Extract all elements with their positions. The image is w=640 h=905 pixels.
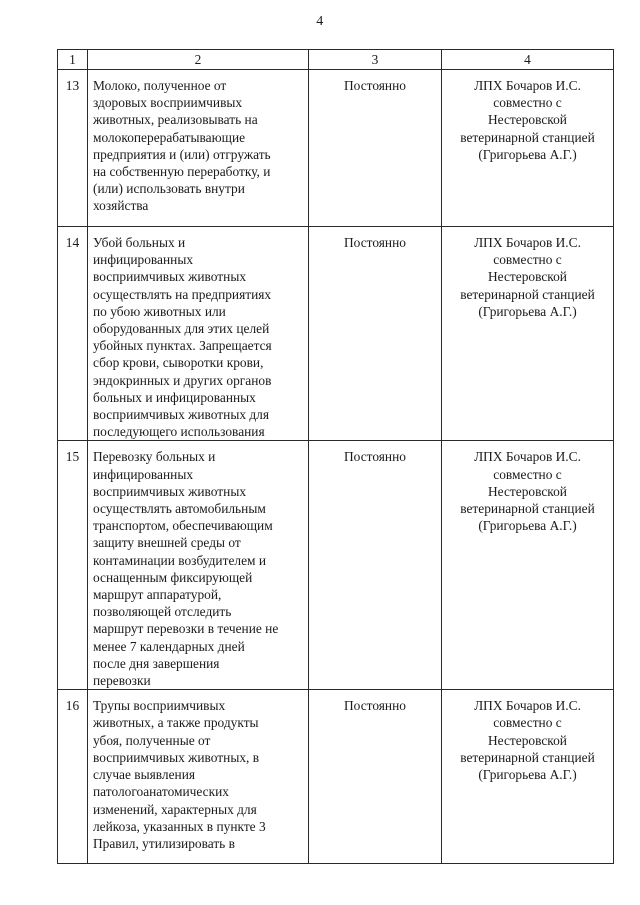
measure-line: оснащенным фиксирующей: [93, 569, 253, 585]
measure-line: здоровых восприимчивых: [93, 95, 243, 111]
responsible-line: Нестеровской: [488, 112, 567, 128]
measure-line: сбор крови, сыворотки крови,: [93, 355, 264, 371]
measure-line: Трупы восприимчивых: [93, 698, 226, 714]
measure-line: инфицированных: [93, 466, 194, 482]
measure-line: восприимчивых животных, в: [93, 749, 260, 765]
measure-line: осуществлять автомобильным: [93, 501, 266, 517]
measure-line: защиту внешней среды от: [93, 535, 241, 551]
measure-line: транспортом, обеспечивающим: [93, 518, 273, 534]
measure-line: контаминации возбудителем и: [93, 552, 266, 568]
measure-line: Молоко, полученное от: [93, 78, 227, 93]
measure-line: молокоперерабатывающие: [93, 129, 246, 145]
row-number: 14: [58, 227, 88, 441]
measure-line: восприимчивых животных: [93, 269, 247, 285]
measure-description: [88, 441, 309, 690]
measure-line: восприимчивых животных для: [93, 407, 270, 423]
measure-line: Перевозку больных и: [93, 449, 216, 465]
measure-line: по убою животных или: [93, 303, 226, 319]
measure-line: Убой больных и: [93, 235, 186, 250]
responsible-cell: [442, 690, 614, 864]
responsible-line: ветеринарной станцией: [460, 129, 595, 145]
table-row: [58, 690, 614, 864]
measure-line: убоя, полученные от: [93, 732, 211, 748]
column-header-period: 3: [309, 50, 442, 70]
measure-line: животных, реализовывать на: [93, 112, 258, 128]
responsible-cell: [442, 70, 614, 227]
responsible-cell: [442, 441, 614, 690]
column-header-number: 1: [58, 50, 88, 70]
table-row: [58, 70, 614, 227]
responsible-line: совместно с: [493, 252, 562, 268]
measure-line: восприимчивых животных: [93, 483, 247, 499]
responsible-cell: [442, 227, 614, 441]
measure-line: лейкоза, указанных в пункте 3: [93, 818, 266, 834]
responsible-line: ЛПХ Бочаров И.С.: [474, 698, 581, 714]
measure-line: изменений, характерных для: [93, 801, 257, 817]
measure-line: предприятия и (или) отгружать: [93, 146, 271, 162]
responsible-line: (Григорьева А.Г.): [478, 767, 577, 783]
measure-description: [88, 227, 309, 441]
measure-line: эндокринных и других органов: [93, 372, 272, 388]
responsible-line: (Григорьева А.Г.): [478, 518, 577, 534]
measure-line: менее 7 календарных дней: [93, 638, 245, 654]
responsible-line: (Григорьева А.Г.): [478, 146, 577, 162]
measure-line: патологоанатомических: [93, 784, 229, 800]
measure-line: хозяйства: [93, 198, 149, 214]
period-cell: Постоянно: [309, 690, 442, 864]
row-number: 16: [58, 690, 88, 864]
responsible-line: (Григорьева А.Г.): [478, 303, 577, 319]
responsible-line: Нестеровской: [488, 483, 567, 499]
responsible-line: совместно с: [493, 715, 562, 731]
measure-line: маршрут перевозки в течение не: [93, 621, 279, 637]
measure-line: (или) использовать внутри: [93, 181, 245, 197]
measure-line: перевозки: [93, 673, 151, 689]
table-header-row: [58, 50, 614, 70]
measure-line: случае выявления: [93, 767, 196, 783]
row-number: 13: [58, 70, 88, 227]
measure-line: на собственную переработку, и: [93, 164, 271, 180]
measure-description: [88, 690, 309, 864]
measure-line: инфицированных: [93, 252, 194, 268]
measures-table: [57, 49, 614, 864]
measure-line: последующего использования: [93, 424, 265, 440]
measure-line: животных, а также продукты: [93, 715, 259, 731]
column-header-measure: 2: [88, 50, 309, 70]
period-cell: Постоянно: [309, 70, 442, 227]
measure-line: маршрут аппаратурой,: [93, 587, 222, 603]
period-cell: Постоянно: [309, 441, 442, 690]
responsible-line: ветеринарной станцией: [460, 286, 595, 302]
period-cell: Постоянно: [309, 227, 442, 441]
responsible-line: ЛПХ Бочаров И.С.: [474, 78, 581, 93]
measure-line: оборудованных для этих целей: [93, 321, 270, 337]
responsible-line: совместно с: [493, 466, 562, 482]
measure-line: после дня завершения: [93, 655, 220, 671]
column-header-responsible: 4: [442, 50, 614, 70]
measure-line: Правил, утилизировать в: [93, 835, 235, 851]
responsible-line: ветеринарной станцией: [460, 501, 595, 517]
responsible-line: Нестеровской: [488, 269, 567, 285]
page-number: 4: [316, 14, 324, 29]
responsible-line: ветеринарной станцией: [460, 749, 595, 765]
measure-line: осуществлять на предприятиях: [93, 286, 272, 302]
row-number: 15: [58, 441, 88, 690]
measure-line: больных и инфицированных: [93, 389, 256, 405]
measure-line: позволяющей отследить: [93, 604, 232, 620]
measure-description: [88, 70, 309, 227]
responsible-line: ЛПХ Бочаров И.С.: [474, 449, 581, 465]
table-row: [58, 227, 614, 441]
responsible-line: совместно с: [493, 95, 562, 111]
responsible-line: Нестеровской: [488, 732, 567, 748]
measure-line: убойных пунктах. Запрещается: [93, 338, 272, 354]
table-row: [58, 441, 614, 690]
responsible-line: ЛПХ Бочаров И.С.: [474, 235, 581, 250]
